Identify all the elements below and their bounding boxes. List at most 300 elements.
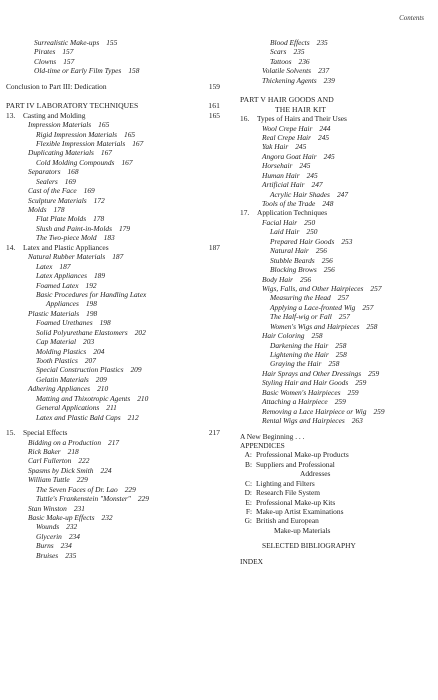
toc-entry-title: Special Effects <box>23 428 68 438</box>
toc-page-number: 165 <box>208 110 220 120</box>
toc-entry <box>6 214 220 223</box>
toc-entry <box>240 246 436 255</box>
toc-entry-title: Real Crepe Hair <box>262 132 311 142</box>
toc-entry-title: Cold Molding Compounds <box>36 157 115 167</box>
toc-entry <box>6 318 220 327</box>
toc-entry-page: 245 <box>323 151 335 161</box>
toc-entry <box>6 158 220 167</box>
toc-entry-page: 158 <box>128 66 140 76</box>
toc-entry <box>240 416 436 425</box>
toc-entry <box>6 504 220 513</box>
toc-entry-title: Cap Material <box>36 337 77 347</box>
toc-entry <box>240 397 436 406</box>
toc-entry-title: APPENDICES <box>240 440 285 450</box>
toc-entry-title: Attaching a Hairpiece <box>262 397 328 407</box>
toc-entry-page: 244 <box>319 123 331 133</box>
toc-entry-page: 210 <box>97 384 109 394</box>
toc-entry <box>6 456 220 465</box>
toc-entry-title: Conclusion to Part III: Dedication <box>6 81 107 91</box>
toc-entry-title: Rental Wigs and Hairpieces <box>262 416 345 426</box>
toc-entry-page: 236 <box>298 56 310 66</box>
appendix-letter: F: <box>245 507 252 516</box>
toc-entry-page: 256 <box>315 246 327 256</box>
toc-left-column <box>6 38 220 560</box>
toc-entry-title: Tooth Plastics <box>36 356 78 365</box>
toc-entry-title: Stubble Beards <box>270 255 315 265</box>
toc-entry-page: 209 <box>130 365 142 375</box>
toc-entry <box>6 438 220 447</box>
toc-entry <box>240 114 436 123</box>
toc-entry-title: Lighting and Filters <box>256 478 315 488</box>
toc-entry-page: 259 <box>373 406 385 416</box>
toc-entry-title: Appliances <box>46 299 79 309</box>
toc-entry-title: Volatile Solvents <box>262 66 312 76</box>
toc-entry-title: Darkening the Hair <box>270 340 329 350</box>
toc-entry <box>240 237 436 246</box>
toc-entry-page: 248 <box>322 199 334 208</box>
toc-entry-title: Glycerin <box>36 531 62 541</box>
toc-entry-title: Bruises <box>36 550 59 560</box>
appendix-letter: C: <box>245 478 252 488</box>
toc-entry <box>240 541 436 550</box>
toc-entry <box>240 350 436 359</box>
toc-entry-page: 263 <box>351 416 363 426</box>
toc-entry-title: Research File System <box>256 488 321 498</box>
toc-entry-title: General Applications <box>36 403 100 413</box>
toc-entry <box>6 196 220 205</box>
toc-entry-page: 235 <box>65 550 77 560</box>
toc-entry-title: Flexible Impression Materials <box>36 138 126 148</box>
toc-entry <box>6 233 220 242</box>
toc-entry <box>240 227 436 236</box>
toc-entry-title: Human Hair <box>262 170 300 180</box>
toc-entry-page: 157 <box>63 56 75 66</box>
toc-entry-title: Spasms by Dick Smith <box>28 465 94 475</box>
toc-entry <box>6 447 220 456</box>
toc-entry <box>6 271 220 280</box>
toc-entry <box>6 485 220 494</box>
toc-entry <box>240 479 436 488</box>
toc-entry-title: Basic Make-up Effects <box>28 513 95 522</box>
toc-entry <box>240 152 436 161</box>
toc-entry-title: Tattoos <box>270 56 292 66</box>
toc-entry-title: Tools of the Trade <box>262 199 316 208</box>
toc-entry-title: Hair Sprays and Other Dressings <box>262 368 362 378</box>
toc-entry-page: 231 <box>73 503 85 513</box>
toc-entry-page: 167 <box>121 157 133 167</box>
toc-entry <box>6 375 220 384</box>
toc-entry-title: PART IV LABORATORY TECHNIQUES <box>6 101 139 111</box>
toc-entry <box>6 428 220 437</box>
toc-entry-page: 234 <box>68 531 80 541</box>
toc-entry-title: Latex Appliances <box>36 271 87 281</box>
toc-entry-title: Adhering Appliances <box>28 384 91 394</box>
toc-entry <box>240 488 436 497</box>
toc-entry-title: Duplicating Materials <box>28 148 94 158</box>
toc-entry-page: 224 <box>100 465 112 475</box>
toc-entry-title: Natural Hair <box>270 246 309 256</box>
toc-entry-page: 258 <box>366 321 378 331</box>
toc-entry-title: INDEX <box>240 556 263 566</box>
toc-entry-page: 187 <box>59 261 71 271</box>
toc-entry <box>240 208 436 217</box>
toc-entry-page: 247 <box>336 189 349 199</box>
toc-entry <box>240 256 436 265</box>
toc-entry <box>240 95 436 104</box>
toc-entry-page: 258 <box>335 340 347 350</box>
toc-entry <box>240 359 436 368</box>
toc-entry-page: 237 <box>318 66 330 76</box>
toc-entry <box>240 66 436 75</box>
toc-entry-title: A New Beginning . . . <box>240 431 305 441</box>
toc-entry <box>240 450 436 459</box>
toc-entry-title: Latex <box>36 261 53 271</box>
toc-entry <box>6 186 220 195</box>
toc-entry <box>240 460 436 469</box>
toc-entry-page: 239 <box>323 75 335 85</box>
toc-entry-page: 212 <box>127 412 139 422</box>
toc-entry-page: 155 <box>106 38 118 47</box>
toc-entry-page: 259 <box>355 378 367 388</box>
toc-entry <box>240 331 436 340</box>
toc-entry <box>6 281 220 290</box>
toc-entry-title: Flat Plate Molds <box>36 214 87 224</box>
toc-entry-page: 165 <box>124 129 136 139</box>
toc-entry <box>6 66 220 75</box>
toc-entry <box>6 394 220 403</box>
toc-entry-title: Scars <box>270 47 287 57</box>
toc-entry-page: 245 <box>306 170 318 180</box>
toc-entry-title: Removing a Lace Hairpiece or Wig <box>262 406 367 416</box>
toc-entry-title: Addresses <box>300 469 331 479</box>
toc-entry-page: 257 <box>338 312 350 322</box>
toc-entry-title: Sealers <box>36 176 58 186</box>
toc-entry-title: Molds <box>28 205 47 214</box>
toc-entry <box>6 101 220 110</box>
toc-entry-page: 259 <box>368 368 380 378</box>
toc-entry <box>6 413 220 422</box>
toc-entry-title: Measuring the Head <box>270 293 331 303</box>
toc-entry-page: 229 <box>76 475 88 485</box>
toc-entry <box>240 57 436 66</box>
toc-entry-page: 256 <box>300 274 312 284</box>
appendix-letter: A: <box>244 450 252 460</box>
toc-entry-page: 179 <box>118 223 131 233</box>
toc-right-column <box>240 38 436 566</box>
toc-entry-title: Latex and Plastic Appliances <box>23 242 109 252</box>
toc-entry-title: Surrealistic Make-ups <box>34 38 100 47</box>
toc-entry-page: 235 <box>293 47 305 57</box>
toc-entry-page: 187 <box>112 252 124 262</box>
toc-entry-title: Stan Winston <box>28 503 67 513</box>
appendix-letter: E: <box>245 497 252 507</box>
toc-entry-title: Types of Hairs and Their Uses <box>257 114 347 124</box>
toc-entry <box>240 441 436 450</box>
toc-entry-page: 235 <box>316 38 328 47</box>
toc-entry <box>240 38 436 47</box>
toc-entry <box>6 551 220 560</box>
toc-entry <box>6 167 220 176</box>
toc-page-number: 217 <box>208 428 220 438</box>
toc-entry-title: Styling Hair and Hair Goods <box>262 378 349 388</box>
toc-entry <box>240 526 436 535</box>
toc-entry-title: Artificial Hair <box>262 180 305 190</box>
toc-entry-title: British and European <box>256 516 319 526</box>
toc-entry-page: 178 <box>53 205 65 214</box>
toc-entry-title: Horsehair <box>262 161 293 171</box>
toc-entry <box>240 557 436 566</box>
toc-entry-title: Bidding on a Production <box>28 437 102 447</box>
toc-entry-page: 259 <box>334 397 346 407</box>
toc-entry-page: 259 <box>347 387 359 397</box>
toc-entry <box>6 82 220 91</box>
toc-entry <box>240 275 436 284</box>
toc-entry-title: Sculpture Materials <box>28 195 87 205</box>
toc-entry <box>6 148 220 157</box>
toc-entry-page: 257 <box>362 302 374 312</box>
toc-entry <box>240 133 436 142</box>
appendix-letter: B: <box>245 459 252 469</box>
toc-entry-title: Casting and Molding <box>23 110 86 120</box>
toc-entry <box>6 513 220 522</box>
toc-entry <box>240 498 436 507</box>
toc-entry-page: 253 <box>341 236 353 246</box>
toc-entry <box>6 224 220 233</box>
toc-entry-title: Old-time or Early Film Types <box>34 66 122 76</box>
toc-entry-title: Women's Wigs and Hairpieces <box>270 321 360 331</box>
toc-entry <box>6 177 220 186</box>
toc-entry-title: The Half-wig or Fall <box>270 312 332 322</box>
toc-entry <box>6 130 220 139</box>
toc-entry <box>6 243 220 252</box>
toc-entry <box>240 507 436 516</box>
toc-entry-title: Rick Baker <box>28 446 61 456</box>
toc-entry <box>240 47 436 56</box>
toc-entry <box>6 522 220 531</box>
toc-entry-page: 209 <box>95 374 107 384</box>
toc-entry-title: Yak Hair <box>262 142 289 152</box>
toc-page-number: 187 <box>208 242 220 252</box>
toc-entry-page: 245 <box>295 142 307 152</box>
toc-entry <box>6 356 220 365</box>
running-header: Contents <box>399 14 424 22</box>
toc-entry <box>240 199 436 208</box>
toc-entry-page: 257 <box>370 283 382 293</box>
toc-entry-page: 232 <box>66 522 78 532</box>
toc-entry-title: SELECTED BIBLIOGRAPHY <box>262 541 356 551</box>
toc-entry-title: Special Construction Plastics <box>36 365 124 375</box>
toc-entry-title: Graying the Hair <box>270 359 322 369</box>
toc-entry <box>6 365 220 374</box>
toc-entry-page: 167 <box>100 148 112 158</box>
toc-entry-page: 202 <box>134 327 146 337</box>
toc-page-number: 159 <box>208 81 220 91</box>
toc-entry <box>6 328 220 337</box>
toc-entry <box>6 541 220 550</box>
toc-entry-title: Make-up Materials <box>274 525 331 535</box>
toc-entry-title: Foamed Latex <box>36 280 79 290</box>
toc-entry <box>6 111 220 120</box>
toc-entry-page: 211 <box>106 403 117 413</box>
toc-entry-page: 210 <box>137 393 149 403</box>
toc-entry <box>240 293 436 302</box>
toc-entry-title: Impression Materials <box>28 120 92 130</box>
toc-page-number: 161 <box>208 101 220 111</box>
toc-entry <box>6 47 220 56</box>
toc-entry-title: The Two-piece Mold <box>36 233 97 243</box>
toc-entry <box>6 337 220 346</box>
toc-entry <box>6 139 220 148</box>
toc-entry <box>6 299 220 308</box>
toc-entry-page: 167 <box>132 138 144 148</box>
toc-entry <box>240 341 436 350</box>
toc-entry-page: 165 <box>98 120 110 130</box>
appendix-letter: D: <box>244 488 252 498</box>
toc-entry <box>6 252 220 261</box>
toc-entry <box>6 384 220 393</box>
toc-entry-title: Angora Goat Hair <box>262 151 317 161</box>
toc-entry-page: 169 <box>83 186 95 196</box>
toc-entry-page: 178 <box>93 214 105 224</box>
toc-entry-page: 245 <box>318 132 330 142</box>
toc-entry-title: Basic Procedures for Handling Latex <box>36 289 147 299</box>
toc-entry <box>240 388 436 397</box>
toc-entry-page: 258 <box>335 350 347 359</box>
toc-entry-page: 198 <box>85 299 97 309</box>
toc-entry-title: Wool Crepe Hair <box>262 123 313 133</box>
toc-entry-page: 183 <box>103 233 115 243</box>
toc-entry-title: Facial Hair <box>262 217 298 227</box>
toc-entry <box>240 265 436 274</box>
chapter-number: 16. <box>240 114 250 124</box>
toc-entry <box>6 403 220 412</box>
appendix-letter: G: <box>244 516 252 526</box>
toc-entry-title: Clowns <box>34 56 57 66</box>
toc-entry-page: 229 <box>137 494 149 504</box>
toc-entry-title: Prepared Hair Goods <box>270 236 335 246</box>
toc-entry-title: Molding Plastics <box>36 346 87 356</box>
toc-entry-title: Latex and Plastic Bald Caps <box>36 412 121 422</box>
toc-entry-title: The Seven Faces of Dr. Lao <box>36 484 118 494</box>
toc-entry-page: 256 <box>321 255 333 265</box>
toc-entry-title: Professional Make-up Kits <box>256 497 336 507</box>
toc-entry-page: 203 <box>83 337 95 347</box>
toc-entry <box>240 378 436 387</box>
chapter-number: 14. <box>6 242 16 252</box>
toc-entry-page: 256 <box>323 265 335 275</box>
toc-entry-title: Separators <box>28 167 61 177</box>
toc-entry-page: 245 <box>299 161 311 171</box>
toc-entry-title: Natural Rubber Materials <box>28 252 106 262</box>
toc-entry <box>6 57 220 66</box>
toc-entry-title: Suppliers and Professional <box>256 459 335 469</box>
toc-entry-title: Make-up Artist Examinations <box>256 507 344 516</box>
toc-entry <box>6 205 220 214</box>
toc-entry <box>240 284 436 293</box>
toc-entry <box>6 262 220 271</box>
toc-entry <box>240 190 436 199</box>
toc-entry <box>6 290 220 299</box>
toc-entry <box>240 161 436 170</box>
toc-entry-page: 232 <box>101 513 113 522</box>
toc-entry <box>240 303 436 312</box>
toc-entry <box>6 309 220 318</box>
toc-entry-title: Wounds <box>36 522 60 532</box>
toc-entry-title: Solid Polyurethane Elastomers <box>36 327 128 337</box>
toc-entry <box>240 171 436 180</box>
toc-entry <box>240 369 436 378</box>
toc-entry-page: 217 <box>108 437 120 447</box>
toc-entry <box>240 407 436 416</box>
toc-entry-title: Rigid Impression Materials <box>36 129 118 139</box>
toc-entry-title: THE HAIR KIT <box>275 104 326 114</box>
toc-entry <box>6 120 220 129</box>
toc-entry-page: 157 <box>62 47 74 57</box>
toc-entry-page: 207 <box>84 356 96 365</box>
toc-entry-page: 172 <box>93 195 105 205</box>
toc-entry-title: Slush and Paint-in-Molds <box>36 223 112 233</box>
toc-entry <box>240 142 436 151</box>
toc-entry-title: Professional Make-up Products <box>256 450 349 460</box>
toc-entry <box>6 466 220 475</box>
toc-entry-title: Plastic Materials <box>28 308 80 318</box>
toc-entry-title: Laid Hair <box>270 227 300 237</box>
toc-entry-page: 257 <box>337 293 349 303</box>
toc-entry-title: Pirates <box>34 47 56 57</box>
toc-entry <box>240 516 436 525</box>
toc-entry-page: 168 <box>67 167 79 177</box>
toc-entry-title: Lightening the Hair <box>270 350 329 359</box>
toc-entry <box>6 532 220 541</box>
toc-entry-title: Thickening Agents <box>262 75 317 85</box>
toc-entry <box>240 469 436 478</box>
toc-entry-title: Burns <box>36 541 54 551</box>
toc-entry-page: 250 <box>306 227 318 237</box>
toc-entry-title: William Tuttle <box>28 475 70 485</box>
toc-entry-title: Tuttle's Frankenstein "Monster" <box>36 494 131 504</box>
toc-entry <box>240 432 436 441</box>
toc-entry-page: 229 <box>124 484 136 494</box>
toc-entry <box>240 180 436 189</box>
toc-entry-page: 198 <box>86 308 98 318</box>
toc-entry-page: 218 <box>67 446 79 456</box>
toc-entry <box>240 124 436 133</box>
toc-entry-title: Application Techniques <box>257 208 328 218</box>
toc-entry-page: 250 <box>304 217 316 227</box>
toc-entry-page: 192 <box>85 280 97 290</box>
toc-entry-title: PART V HAIR GOODS AND <box>240 95 334 105</box>
chapter-number: 13. <box>6 110 16 120</box>
toc-entry-page: 247 <box>311 180 323 190</box>
chapter-number: 15. <box>6 428 16 438</box>
toc-entry-title: Hair Coloring <box>262 331 305 341</box>
toc-entry <box>6 347 220 356</box>
toc-entry-page: 189 <box>93 271 106 281</box>
toc-entry-title: Blocking Brows <box>270 265 317 275</box>
toc-entry-page: 198 <box>99 318 111 328</box>
toc-entry-page: 222 <box>78 456 90 466</box>
toc-entry-title: Applying a Lace-fronted Wig <box>270 302 356 312</box>
toc-entry-page: 258 <box>311 331 323 341</box>
toc-entry-title: Gelatin Materials <box>36 374 89 384</box>
toc-entry-title: Carl Fullerton <box>28 456 72 466</box>
toc-entry <box>6 475 220 484</box>
toc-entry <box>6 38 220 47</box>
toc-entry <box>6 494 220 503</box>
toc-entry-page: 169 <box>64 176 76 186</box>
toc-entry <box>240 105 436 114</box>
toc-entry <box>240 312 436 321</box>
